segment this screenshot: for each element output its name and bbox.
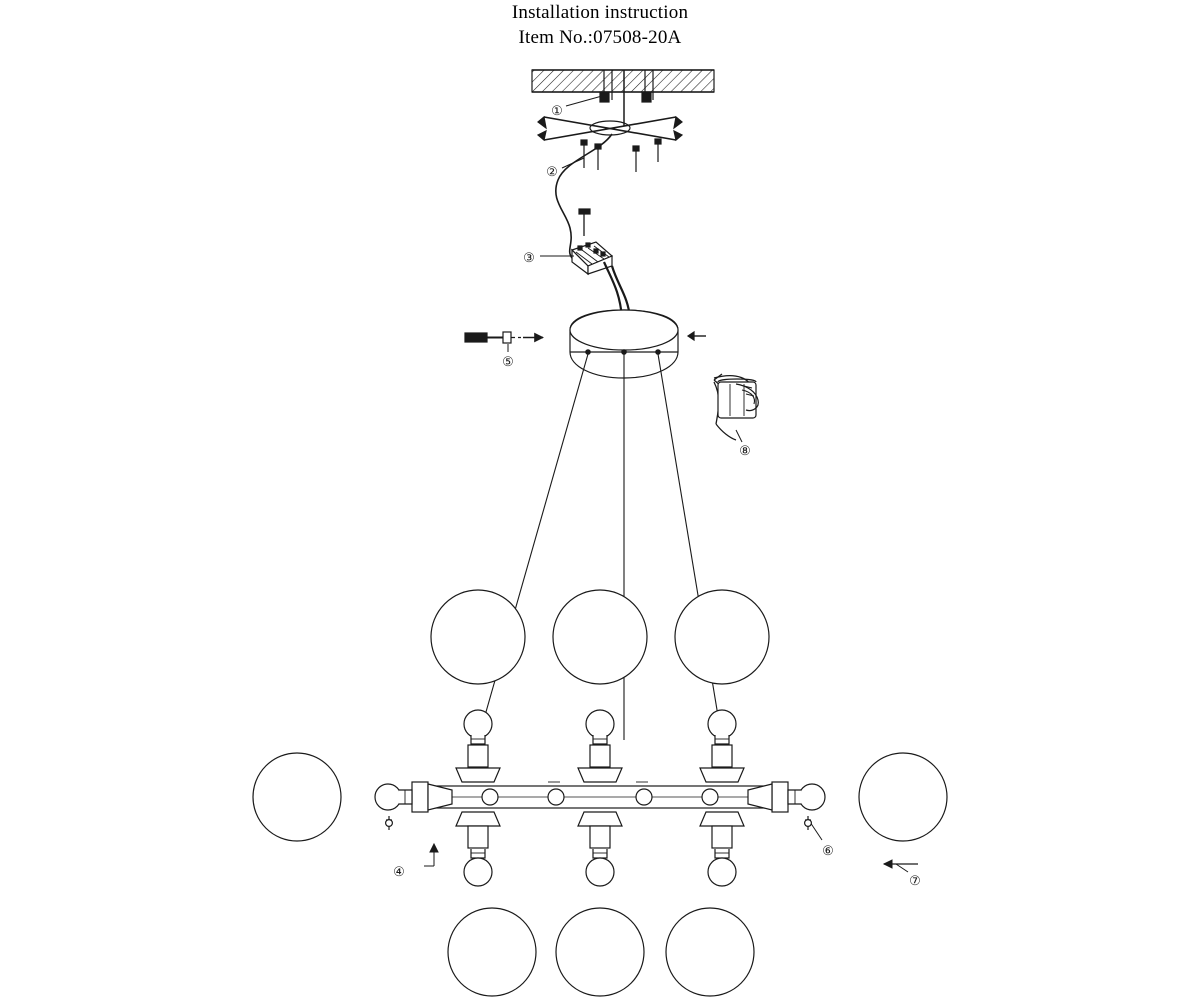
bulb-upper (464, 710, 736, 744)
bulb-lower (464, 849, 736, 886)
terminal-block (572, 242, 612, 274)
callout-2: ② (546, 164, 558, 179)
mounting-bracket (538, 117, 682, 172)
callout-5: ⑤ (502, 354, 514, 369)
callout-1: ① (551, 103, 563, 118)
ceiling-slab (532, 70, 714, 102)
arm-bar (412, 782, 788, 812)
leader-lines (424, 96, 918, 872)
page-title: Installation instruction (511, 2, 689, 23)
fixing-screw (579, 209, 590, 236)
item-number: Item No.:07508-20A (518, 27, 682, 48)
callout-6: ⑥ (822, 843, 834, 858)
globe-shade-bottom (448, 908, 754, 996)
callout-8: ⑧ (739, 443, 751, 458)
callout-4: ④ (393, 864, 405, 879)
callout-7: ⑦ (909, 873, 921, 888)
screwdriver-tool (465, 332, 543, 343)
socket-lower (456, 812, 744, 848)
globe-shade-top (431, 590, 769, 684)
socket-upper (456, 745, 744, 782)
callout-3: ③ (523, 250, 535, 265)
